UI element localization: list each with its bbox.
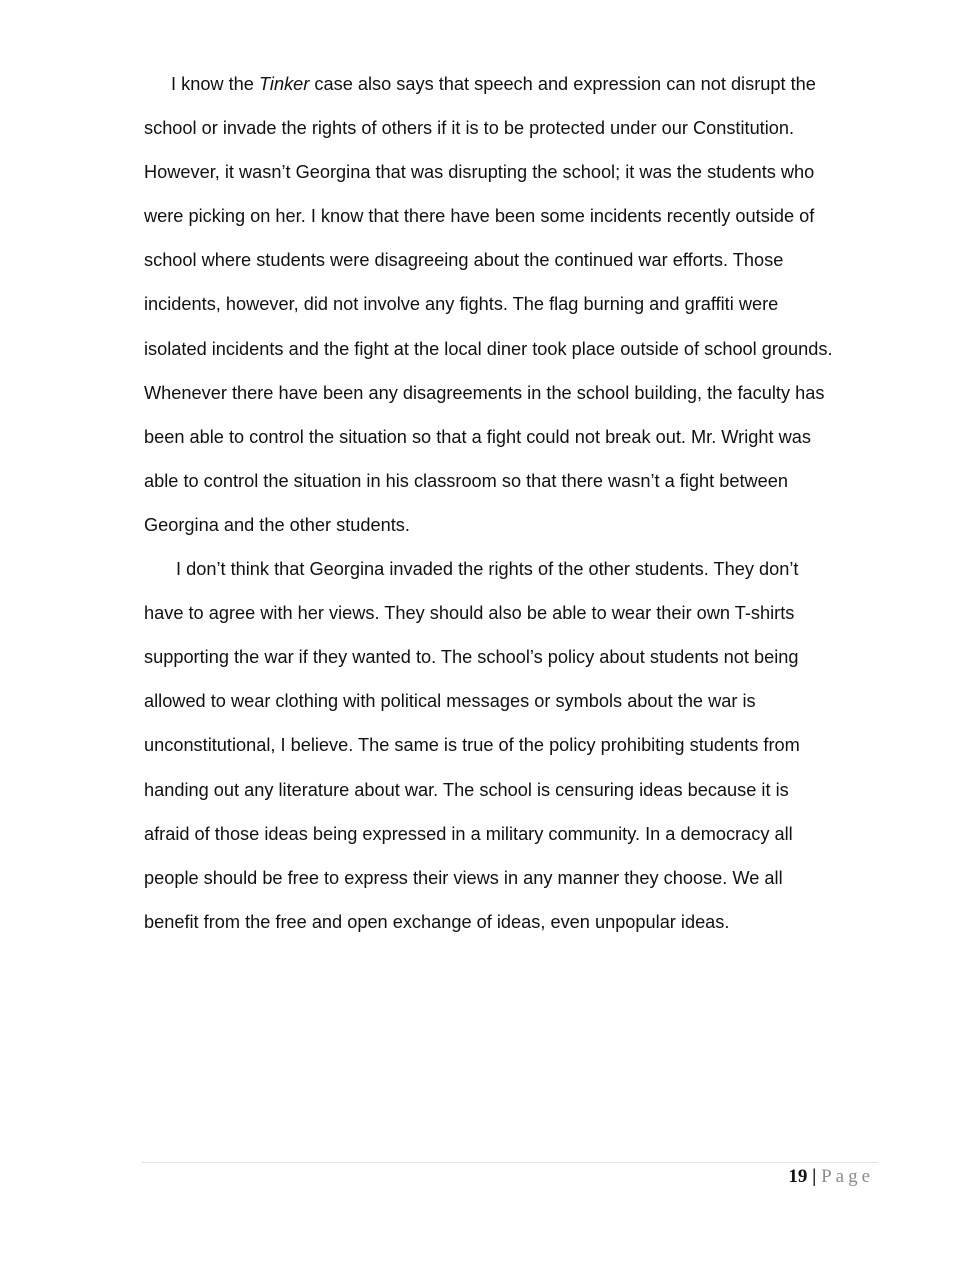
paragraph-line: been able to control the situation so that a fight could not break out. Mr. Wright was xyxy=(144,426,811,447)
paragraph-line: have to agree with her views. They should also be able to wear their own T-shirts xyxy=(144,603,795,624)
paragraph-line: benefit from the free and open exchange of ideas, even unpopular ideas. xyxy=(144,911,730,932)
paragraph-line: school where students were disagreeing about the continued war efforts. Those xyxy=(144,250,784,271)
case-name-tinker: Tinker xyxy=(258,74,310,94)
paragraph-line: people should be free to express their views in any manner they choose. We all xyxy=(144,867,783,888)
paragraph-line: I don’t think that Georgina invaded the rights of the other students. They don’t xyxy=(176,559,799,580)
paragraph-line: unconstitutional, I believe. The same is true of the policy prohibiting students from xyxy=(144,735,800,756)
paragraph-line: However, it wasn’t Georgina that was disrupting the school; it was the students who xyxy=(144,162,815,183)
page-separator: | xyxy=(812,1166,817,1187)
paragraph-line: handing out any literature about war. The school is censuring ideas because it is xyxy=(144,779,789,800)
footer-divider xyxy=(142,1162,878,1163)
page-label: Page xyxy=(821,1166,874,1187)
paragraph-line: allowed to wear clothing with political messages or symbols about the war is xyxy=(144,691,756,712)
paragraph-line: able to control the situation in his classroom so that there wasn’t a fight between xyxy=(144,470,788,491)
paragraph-line: were picking on her. I know that there have been some incidents recently outside of xyxy=(144,206,815,227)
paragraph-line: supporting the war if they wanted to. The school’s policy about students not being xyxy=(144,647,799,668)
paragraph-line: Georgina and the other students. xyxy=(144,514,410,535)
paragraph-line: isolated incidents and the fight at the local diner took place outside of school grounds. xyxy=(144,338,833,359)
page-footer xyxy=(788,1163,874,1191)
paragraph-2 xyxy=(144,547,876,944)
paragraph-line: I know the Tinker case also says that speech and expression can not disrupt the xyxy=(171,74,816,94)
paragraph-line: school or invade the rights of others if it is to be protected under our Constitution. xyxy=(144,118,795,139)
paragraph-1 xyxy=(144,62,876,547)
page-number: 19 xyxy=(788,1166,808,1187)
body-text xyxy=(144,62,876,944)
paragraph-line: incidents, however, did not involve any fights. The flag burning and graffiti were xyxy=(144,294,779,315)
paragraph-line: afraid of those ideas being expressed in a military community. In a democracy all xyxy=(144,823,793,844)
paragraph-line: Whenever there have been any disagreements in the school building, the faculty has xyxy=(144,382,825,403)
